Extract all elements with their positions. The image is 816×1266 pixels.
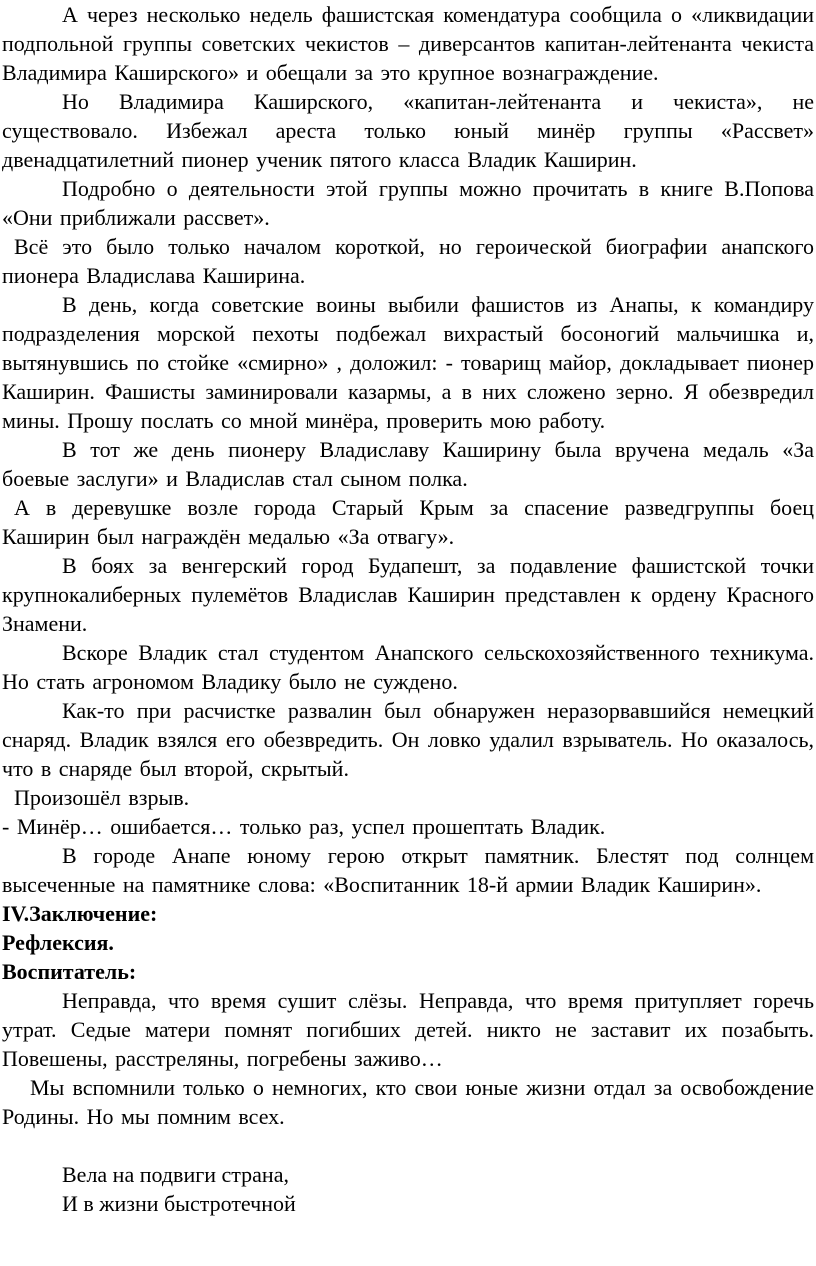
paragraph-time-tears: Неправда, что время сушит слёзы. Неправда, что время притупляет горечь утрат. Седые матери помнят погибших детей. никто не заставит их позабыть. Повешены, расстреляны, погребены заживо… [2,988,814,1071]
paragraph-remember-all: Мы вспомнили только о немногих, кто свои юные жизни отдал за освобождение Родины. Но мы помним всех. [2,1075,814,1129]
paragraph-explosion: Произошёл взрыв. [14,785,190,810]
paragraph-biography-start: Всё это было только началом короткой, но героической биографии анапского пионера Владислава Каширина. [2,234,814,288]
paragraph-liquidation-report: А через несколько недель фашистская комендатура сообщила о «ликвидации подпольной группы советских чекистов – диверсантов капитан-лейтенанта чекиста Владимира Каширского» и обещали за это крупное вознаграждение. [2,2,814,85]
poem-line: И в жизни быстротечной [62,1191,296,1216]
poem-line: Вела на подвиги страна, [62,1162,289,1187]
section-heading-reflection: Рефлексия. [2,930,114,955]
paragraph-book-reference: Подробно о деятельности этой группы можно прочитать в книге В.Попова «Они приближали рассвет». [2,176,814,230]
paragraph-bravery-medal: А в деревушке возле города Старый Крым за спасение разведгруппы боец Каширин был награждён медалью «За отвагу». [2,495,814,549]
paragraph-anapa-liberation: В день, когда советские воины выбили фашистов из Анапы, к командиру подразделения морской пехоты подбежал вихрастый босоногий мальчишка и, вытянувшись по стойке «смирно» , доложил: - товарищ майор, докладывает пионер Каширин. Фашисты заминировали казармы, а в них сложено зерно. Я обезвредил мины. Прошу послать со мной минёра, проверить мою работу. [2,292,814,433]
paragraph-student: Вскоре Владик стал студентом Анапского сельскохозяйственного техникума. Но стать агрономом Владику было не суждено. [2,640,814,694]
paragraph-budapest: В боях за венгерский город Будапешт, за подавление фашистской точки крупнокалиберных пулемётов Владислав Каширин представлен к ордену Красного Знамени. [2,553,814,636]
paragraph-last-words: - Минёр… ошибается… только раз, успел прошептать Владик. [2,814,606,839]
paragraph-escape: Но Владимира Каширского, «капитан-лейтенанта и чекиста», не существовало. Избежал ареста только юный минёр группы «Рассвет» двенадцатилетний пионер ученик пятого класса Владик Каширин. [2,89,814,172]
paragraph-monument: В городе Анапе юному герою открыт памятник. Блестят под солнцем высеченные на памятнике слова: «Воспитанник 18-й армии Владик Каширин». [2,843,814,897]
section-heading-conclusion: IV.Заключение: [2,901,158,926]
section-heading-teacher: Воспитатель: [2,959,137,984]
paragraph-medal-award: В тот же день пионеру Владиславу Каширину была вручена медаль «За боевые заслуги» и Владислав стал сыном полка. [2,437,814,491]
blank-line [2,1131,814,1160]
paragraph-shell: Как-то при расчистке развалин был обнаружен неразорвавшийся немецкий снаряд. Владик взялся его обезвредить. Он ловко удалил взрыватель. Но оказалось, что в снаряде был второй, скрытый. [2,698,814,781]
